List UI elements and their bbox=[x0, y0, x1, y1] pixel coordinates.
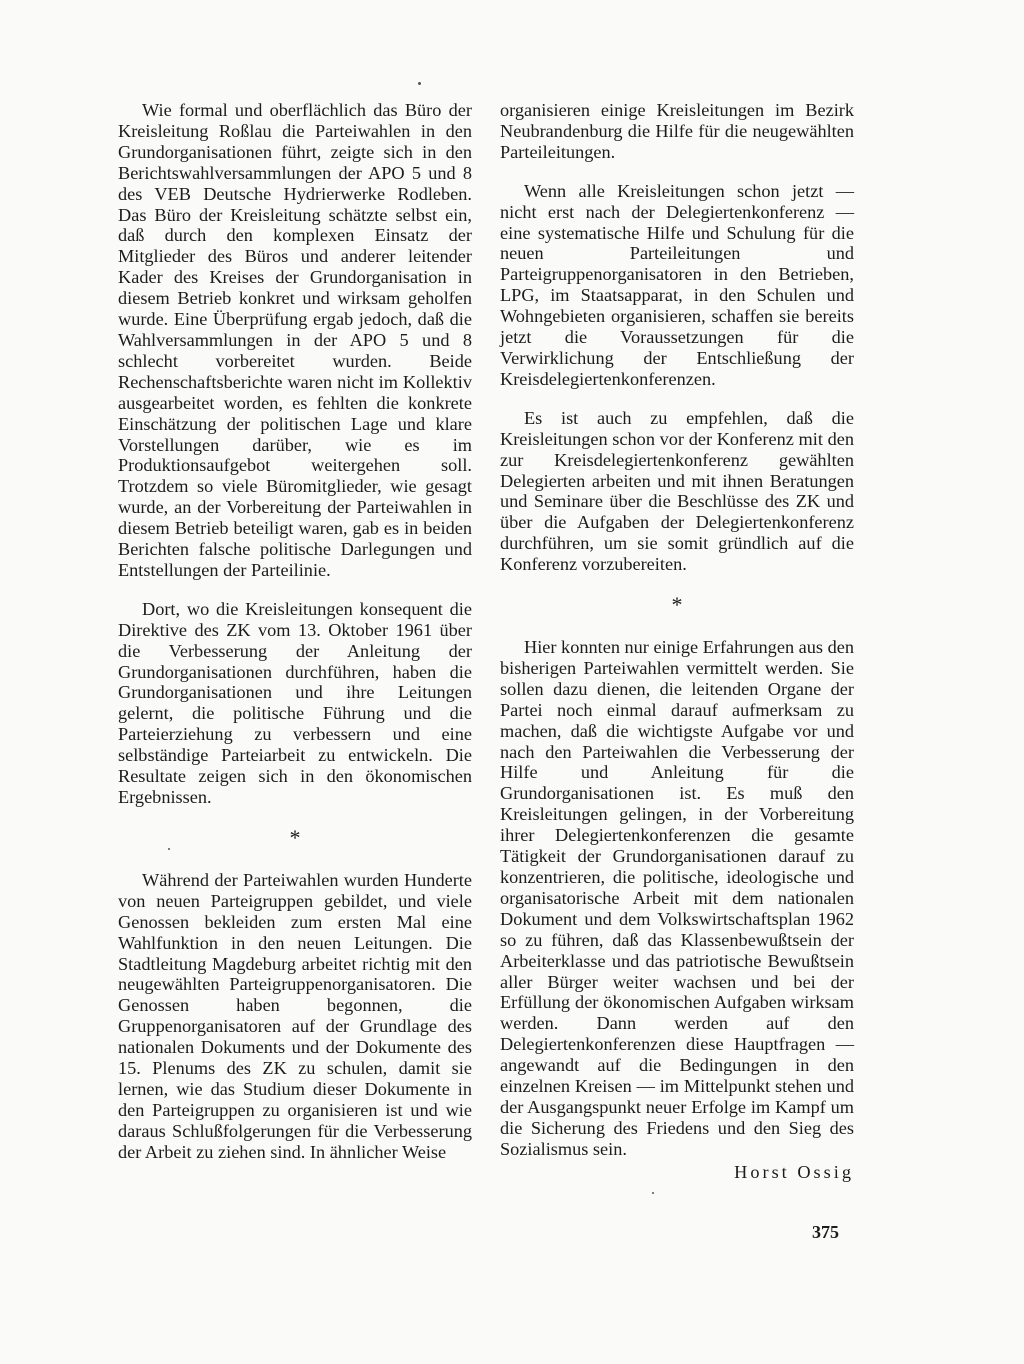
left-column bbox=[118, 100, 472, 1181]
right-column bbox=[500, 100, 854, 1183]
scan-speck bbox=[418, 82, 421, 85]
author-signature: Horst Ossig bbox=[734, 1161, 854, 1182]
page-number: 375 bbox=[812, 1222, 839, 1242]
paragraph: organisieren einige Kreisleitungen im Bezirk Neubrandenburg die Hilfe für die neugewählten Parteileitungen. bbox=[500, 100, 854, 162]
paragraph: Hier konnten nur einige Erfahrungen aus den bisherigen Parteiwahlen vermittelt werden. Sie sollen dazu dienen, die leitenden Organe der Partei noch einmal darauf aufmerksam zu machen, daß die wichtigste Aufgabe vor und nach den Parteiwahlen die Verbesserung der Hilfe und Anleitung für die Grundorganisationen ist. Es muß den Kreisleitungen gelingen, in der Vorbereitung ihrer Delegiertenkonferenzen die gesamte Tätigkeit der Grundorganisationen darauf zu konzentrieren, die politische, ideologische und organisatorische Arbeit mit dem nationalen Dokument und dem Volkswirtschaftsplan 1962 so zu führen, daß das Klassenbewußtsein der Arbeiterklasse und das patriotische Bewußtsein aller Bürger weiter wachsen und bei der Erfüllung der ökonomischen Aufgaben wirksam werden. Dann werden auf den Delegiertenkonferenzen diese Hauptfragen — angewandt auf die Bedingungen in den einzelnen Kreisen — im Mittelpunkt stehen und der Ausgangspunkt neuer Erfolge im Kampf um die Sicherung des Friedens und den Sieg des Sozialismus sein. bbox=[500, 637, 854, 1159]
paragraph: Während der Parteiwahlen wurden Hunderte von neuen Parteigruppen gebildet, und viele Genossen bekleiden zum ersten Mal eine Wahlfunktion in den neuen Leitungen. Die Stadtleitung Magdeburg arbeitet richtig mit den neugewählten Parteigruppenorganisatoren. Die Genossen haben begonnen, die Gruppenorganisatoren auf der Grundlage des nationalen Dokuments und der Dokumente des 15. Plenums des ZK zu schulen, damit sie lernen, wie das Studium dieser Dokumente in den Parteigruppen zu organisieren ist und wie daraus Schlußfolgerungen für die Verbesserung der Arbeit zu ziehen sind. In ähnlicher Weise bbox=[118, 869, 472, 1162]
paragraph: Wenn alle Kreisleitungen schon jetzt — nicht erst nach der Delegiertenkonferenz — eine systematische Hilfe und Schulung für die neuen Parteileitungen und Parteigruppenorganisatoren in den Betrieben, LPG, im Staatsapparat, in den Schulen und Wohngebieten organisieren, schaffen sie bereits jetzt die Voraussetzungen für die Verwirklichung der Entschließung der Kreisdelegiertenkonferenzen. bbox=[500, 180, 854, 389]
paragraph: Es ist auch zu empfehlen, daß die Kreisleitungen schon vor der Konferenz mit den zur Kreisdelegiertenkonferenz gewählten Delegierten arbeiten und mit ihnen Beratungen und Seminare über die Beschlüsse des ZK und über die Aufgaben der Delegiertenkonferenz durchführen, um sie somit gründlich auf die Konferenz vorzubereiten. bbox=[500, 407, 854, 575]
paragraph: Dort, wo die Kreisleitungen konsequent die Direktive des ZK vom 13. Oktober 1961 über die Verbesserung der Anleitung der Grundorganisationen durchführen, haben die Grundorganisationen und ihre Leitungen gelernt, die politische Führung und die Parteierziehung zu verbessern und eine selbständige Parteiarbeit zu entwickeln. Die Resultate zeigen sich in den ökonomischen Ergebnissen. bbox=[118, 598, 472, 807]
section-separator: * bbox=[289, 824, 301, 850]
section-separator: * bbox=[671, 592, 683, 618]
scan-speck bbox=[652, 1192, 654, 1194]
paragraph: Wie formal und oberflächlich das Büro der Kreisleitung Roßlau die Parteiwahlen in den Grundorganisationen führt, zeigte sich in den Berichtswahlversammlungen der APO 5 und 8 des VEB Deutsche Hydrierwerke Rodleben. Das Büro der Kreisleitung schätzte selbst ein, daß durch den komplexen Einsatz der Mitglieder des Büros und anderer leitender Kader des Kreises der Grundorganisation in diesem Betrieb konkret und wirksam geholfen wurde. Eine Überprüfung ergab jedoch, daß die Wahlversammlungen in der APO 5 und 8 schlecht vorbereitet wurden. Beide Rechenschaftsberichte waren nicht im Kollektiv ausgearbeitet worden, es fehlten die konkrete Einschätzung der politischen Lage und klare Vorstellungen darüber, wie es im Produktionsaufgebot weitergehen soll. Trotzdem so viele Büromitglieder, wie gesagt wurde, an der Vorbereitung der Parteiwahlen in diesem Betrieb beteiligt waren, gab es in beiden Berichten falsche politische Darlegungen und Entstellungen der Parteilinie. bbox=[118, 100, 472, 580]
